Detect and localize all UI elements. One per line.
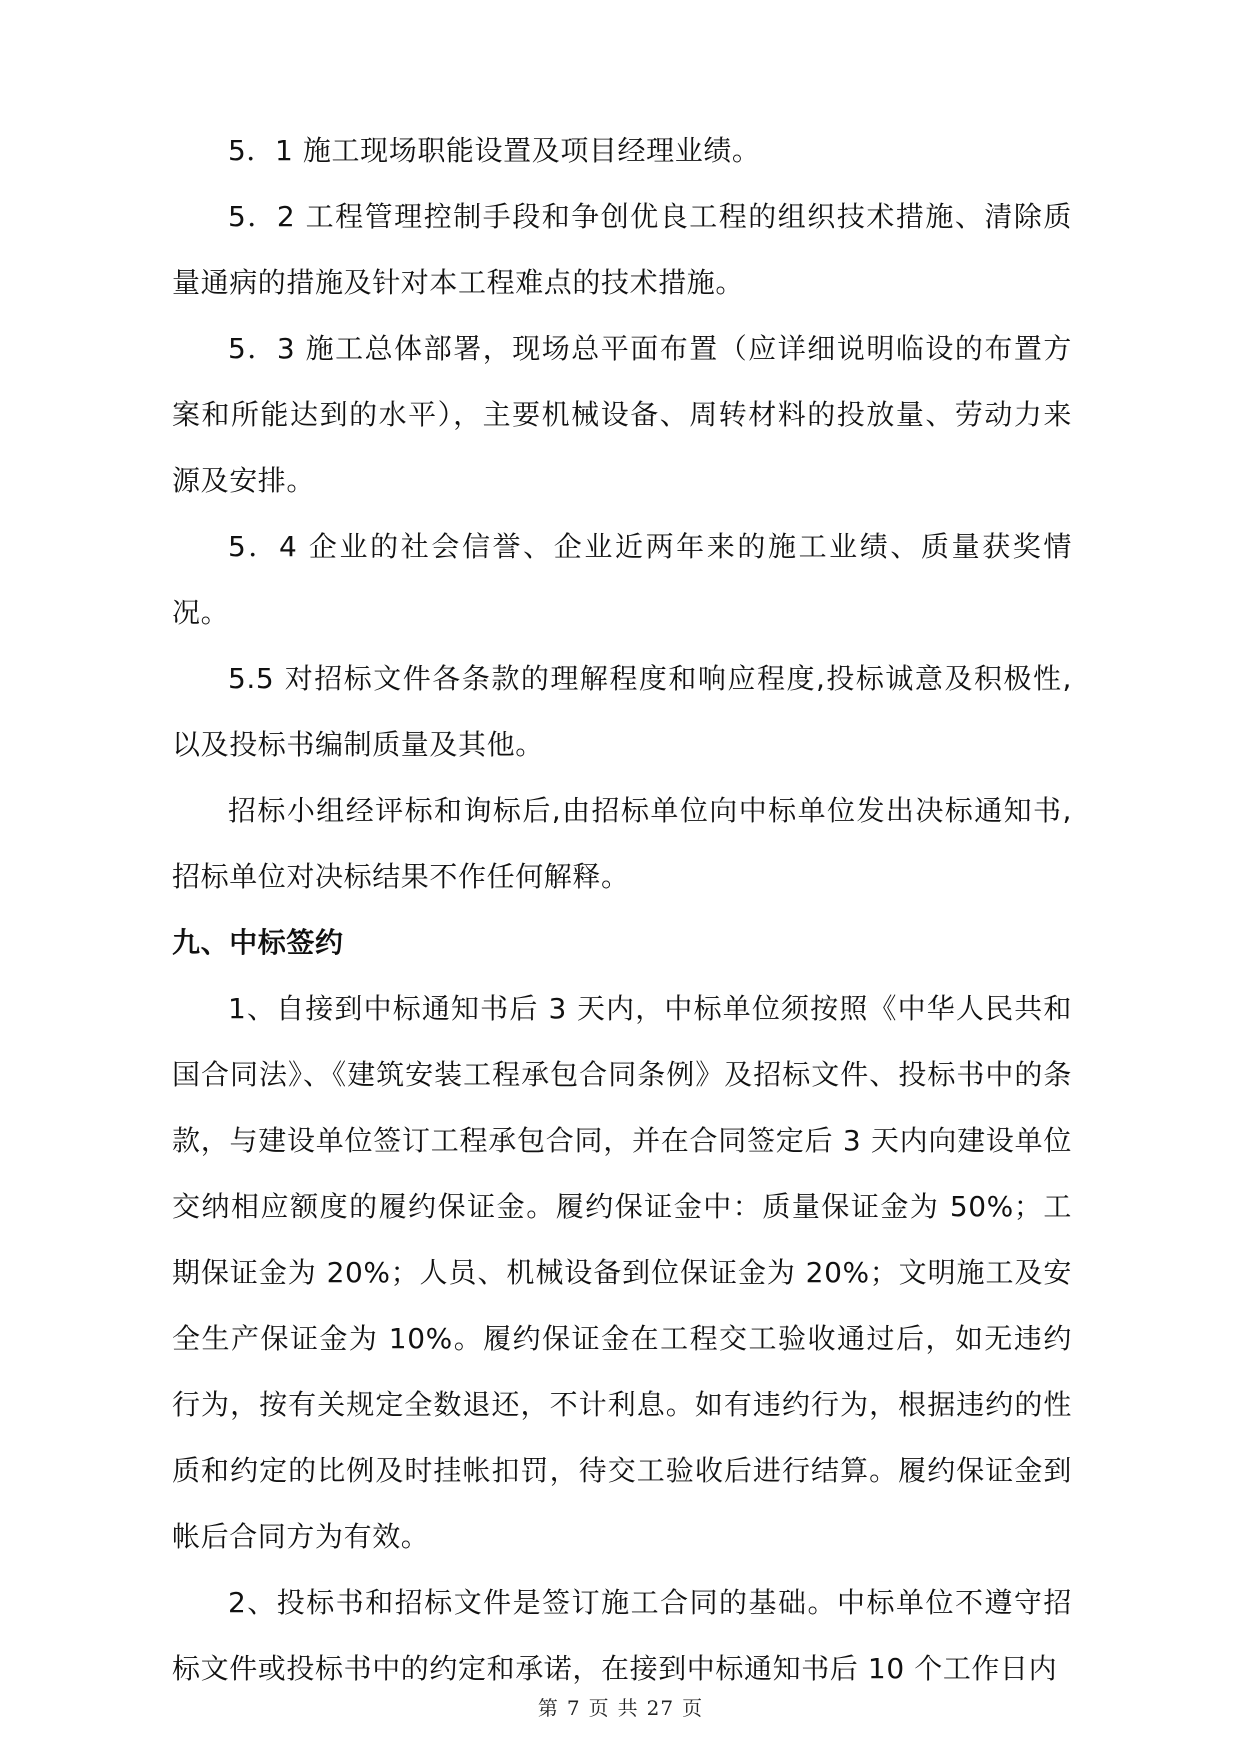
section-heading: 九、中标签约 <box>172 926 344 959</box>
footer-suffix: 页 <box>682 1696 704 1720</box>
document-body <box>172 118 1072 1702</box>
footer-prefix: 第 <box>537 1696 559 1720</box>
paragraph-5-1: 5．1 施工现场职能设置及项目经理业绩。 <box>228 134 761 167</box>
footer-page-number: 7 <box>566 1696 581 1720</box>
paragraph-contract-1: 1、自接到中标通知书后 3 天内，中标单位须按照《中华人民共和国合同法》、《建筑安装工程承包合同条例》及招标文件、投标书中的条款，与建设单位签订工程承包合同，并在合同签定后 3 天内向建设单位交纳相应额度的履约保证金。履约保证金中：质量保证金为 50%；工期保证金为 20%；人员、机械设备到位保证金为 20%；文明施工及安全生产保证金为 10%。履约保证金在工程交工验收通过后，如无违约行为，按有关规定全数退还，不计利息。如有违约行为，根据违约的性质和约定的比例及时挂帐扣罚，待交工验收后进行结算。履约保证金到帐后合同方为有效。 <box>172 992 1072 1553</box>
paragraph-contract-2: 2、投标书和招标文件是签订施工合同的基础。中标单位不遵守招标文件或投标书中的约定和承诺，在接到中标通知书后 10 个工作日内 <box>172 1586 1072 1685</box>
footer-page-word: 页 <box>588 1696 610 1720</box>
footer-total-pages: 27 <box>646 1696 675 1720</box>
paragraph-5-2: 5．2 工程管理控制手段和争创优良工程的组织技术措施、清除质量通病的措施及针对本工程难点的技术措施。 <box>172 200 1072 299</box>
footer-total-word: 共 <box>617 1696 639 1720</box>
page-footer <box>0 1692 1241 1721</box>
paragraph-5-5: 5.5 对招标文件各条款的理解程度和响应程度,投标诚意及积极性,以及投标书编制质量及其他。 <box>172 662 1072 761</box>
paragraph-award-notice: 招标小组经评标和询标后,由招标单位向中标单位发出决标通知书,招标单位对决标结果不作任何解释。 <box>172 794 1072 893</box>
paragraph-5-3: 5．3 施工总体部署，现场总平面布置（应详细说明临设的布置方案和所能达到的水平），主要机械设备、周转材料的投放量、劳动力来源及安排。 <box>172 332 1072 497</box>
paragraph-5-4: 5．4 企业的社会信誉、企业近两年来的施工业绩、质量获奖情况。 <box>172 530 1072 629</box>
